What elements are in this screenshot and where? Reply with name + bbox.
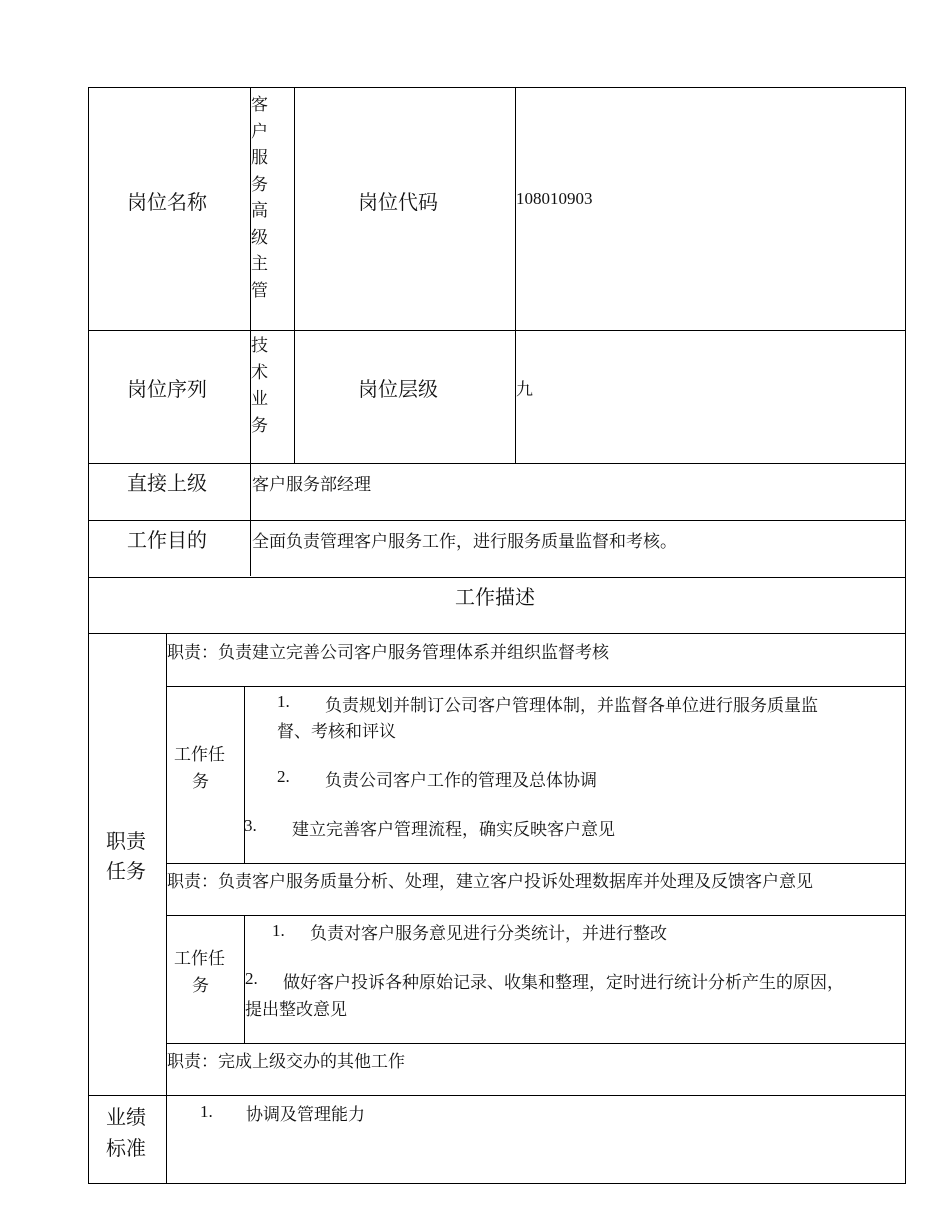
performance-label: 标准 — [106, 1136, 146, 1160]
task-text: 做好客户投诉各种原始记录、收集和整理，定时进行统计分析产生的原因， — [283, 973, 844, 993]
job-description-table — [88, 87, 906, 1184]
task-number: 1. — [272, 921, 285, 940]
description-title: 工作描述 — [455, 585, 535, 609]
row-divider — [166, 1043, 906, 1044]
performance-item-text: 协调及管理能力 — [246, 1105, 365, 1125]
task-text: 负责对客户服务意见进行分类统计，并进行整改 — [310, 924, 667, 944]
position-name-value: 客户服务高级主管 — [251, 95, 268, 301]
column-divider — [294, 87, 295, 463]
task-label: 工作任 — [174, 949, 225, 969]
task-number: 3. — [244, 816, 257, 835]
duties-label: 职责 — [106, 829, 146, 853]
superior-label: 直接上级 — [127, 471, 207, 495]
task-label: 工作任 — [174, 745, 225, 765]
level-value: 九 — [516, 380, 533, 400]
performance-item-number: 1. — [200, 1102, 213, 1121]
purpose-value: 全面负责管理客户服务工作，进行服务质量监督和考核。 — [252, 532, 677, 552]
row-divider — [166, 915, 906, 916]
purpose-label: 工作目的 — [127, 528, 207, 552]
task-number: 2. — [277, 767, 290, 786]
level-label: 岗位层级 — [358, 377, 438, 401]
task-text: 建立完善客户管理流程，确实反映客户意见 — [292, 820, 615, 840]
duty-title: 职责：负责建立完善公司客户服务管理体系并组织监督考核 — [167, 643, 609, 663]
row-divider — [88, 1095, 906, 1096]
superior-value: 客户服务部经理 — [252, 475, 371, 495]
task-number: 1. — [277, 692, 290, 711]
row-divider — [88, 577, 906, 578]
duties-label: 任务 — [106, 859, 146, 883]
row-divider — [88, 633, 906, 634]
column-divider — [515, 87, 516, 463]
position-name-label: 岗位名称 — [127, 190, 207, 214]
task-text: 提出整改意见 — [245, 1000, 347, 1020]
performance-label: 业绩 — [106, 1105, 146, 1129]
task-label: 务 — [192, 976, 209, 996]
task-text: 负责规划并制订公司客户管理体制，并监督各单位进行服务质量监 — [325, 696, 818, 716]
task-number: 2. — [245, 969, 258, 988]
task-text: 督、考核和评议 — [277, 722, 396, 742]
row-divider — [166, 686, 906, 687]
row-divider — [88, 463, 906, 464]
position-code-label: 岗位代码 — [358, 190, 438, 214]
task-text: 负责公司客户工作的管理及总体协调 — [325, 771, 597, 791]
row-divider — [88, 520, 906, 521]
sequence-label: 岗位序列 — [127, 377, 207, 401]
row-divider — [88, 330, 906, 331]
column-divider — [244, 686, 245, 863]
row-divider — [166, 863, 906, 864]
column-divider — [166, 633, 167, 1184]
duty-title: 职责：完成上级交办的其他工作 — [167, 1052, 405, 1072]
position-code-value: 108010903 — [516, 189, 593, 208]
duty-title: 职责：负责客户服务质量分析、处理，建立客户投诉处理数据库并处理及反馈客户意见 — [167, 872, 813, 892]
task-label: 务 — [192, 772, 209, 792]
sequence-value: 技术业务 — [251, 336, 268, 436]
